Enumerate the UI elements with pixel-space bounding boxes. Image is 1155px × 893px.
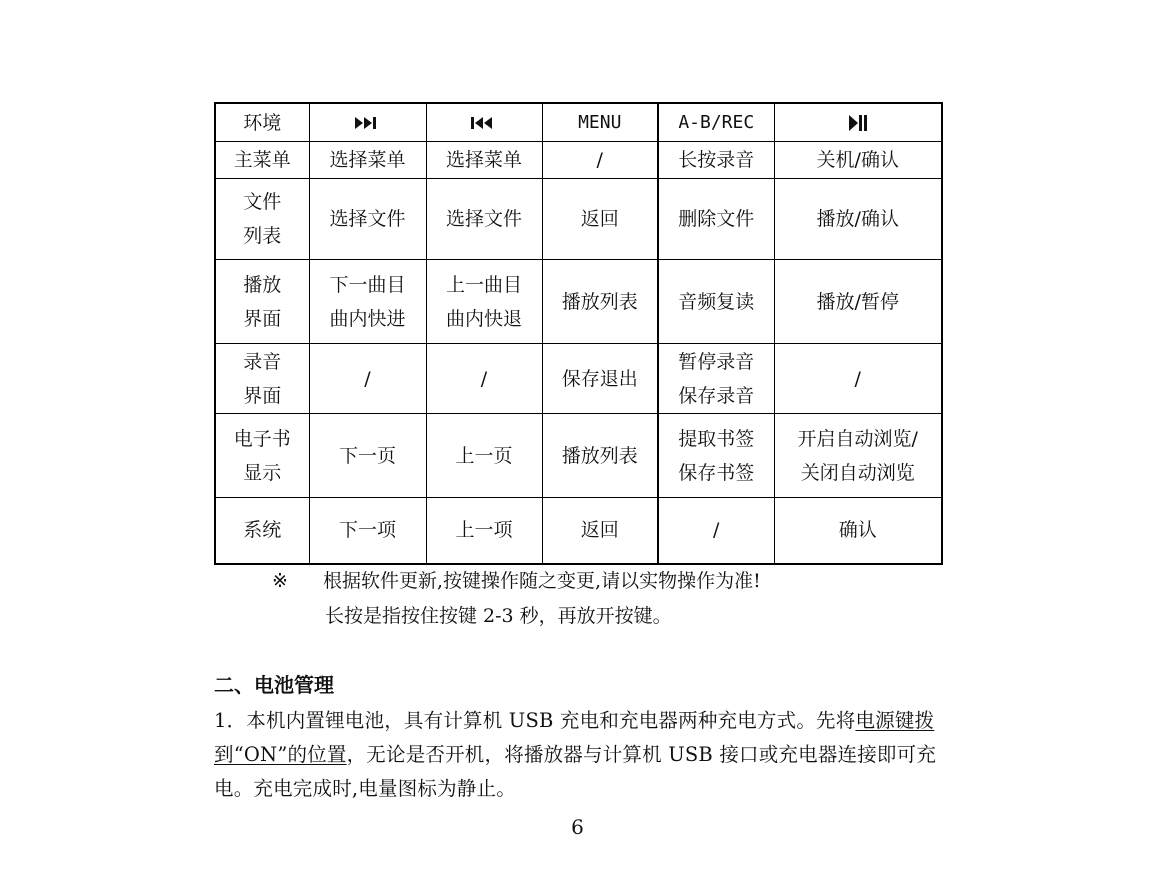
cell-line: 播放 xyxy=(243,273,282,296)
table-row xyxy=(215,414,942,498)
cell-prev xyxy=(426,344,542,414)
header-next-key xyxy=(309,103,426,142)
cell-line: 提取书签 xyxy=(678,427,755,450)
cell-play xyxy=(774,498,942,564)
cell-line: 显示 xyxy=(243,461,282,484)
paragraph-underlined-text: 电源键拨到“ON”的位置 xyxy=(214,709,935,766)
cell-line: 界面 xyxy=(243,384,282,407)
paragraph-text-2: ，无论是否开机，将播放器与计算机 USB 接口或充电器连接即可充电。充电完成时,电量图标为静止。 xyxy=(214,743,937,800)
cell-line: 录音 xyxy=(243,350,282,373)
cell-line: 系统 xyxy=(243,519,282,542)
cell-line: 下一页 xyxy=(338,444,396,467)
cell-env xyxy=(215,344,309,414)
cell-line: 开启自动浏览/ xyxy=(797,427,918,450)
header-menu-key: MENU xyxy=(542,103,658,142)
cell-line: 选择菜单 xyxy=(329,149,406,171)
cell-play xyxy=(774,179,942,260)
table-body xyxy=(215,142,942,564)
cell-play xyxy=(774,142,942,179)
cell-prev xyxy=(426,498,542,564)
next-track-icon xyxy=(353,116,383,130)
header-environment: 环境 xyxy=(215,103,309,142)
cell-line: 返回 xyxy=(580,208,619,230)
cell-line: / xyxy=(364,367,371,390)
cell-line: 下一曲目 xyxy=(329,273,406,296)
table-row xyxy=(215,344,942,414)
table-row xyxy=(215,260,942,344)
cell-line: / xyxy=(480,367,488,390)
cell-line: 上一项 xyxy=(455,519,513,542)
cell-line: 关闭自动浏览 xyxy=(800,461,915,484)
note-line-1: 根据软件更新,按键操作随之变更,请以实物操作为准! xyxy=(323,570,761,592)
section-title: 二、电池管理 xyxy=(214,673,334,697)
cell-menu xyxy=(542,179,658,260)
cell-next xyxy=(309,260,426,344)
header-play-key xyxy=(774,103,942,142)
cell-ab xyxy=(658,179,774,260)
cell-menu xyxy=(542,344,658,414)
cell-line: 下一项 xyxy=(338,519,396,542)
cell-ab xyxy=(658,414,774,498)
cell-line: 确认 xyxy=(838,519,877,542)
note-marker: ※ xyxy=(272,570,288,592)
cell-play xyxy=(774,260,942,344)
cell-line: 音频复读 xyxy=(678,290,755,313)
cell-prev xyxy=(426,260,542,344)
cell-ab xyxy=(658,142,774,179)
cell-line: 上一页 xyxy=(455,444,513,467)
cell-line: 文件 xyxy=(243,191,282,213)
key-function-table xyxy=(214,102,943,565)
cell-line: / xyxy=(854,367,861,390)
cell-env xyxy=(215,142,309,179)
battery-paragraph xyxy=(214,704,942,806)
cell-line: 播放列表 xyxy=(561,444,638,467)
cell-ab xyxy=(658,344,774,414)
table-row xyxy=(215,142,942,179)
cell-line: 关机/确认 xyxy=(816,149,899,171)
previous-track-icon xyxy=(469,116,499,130)
cell-next xyxy=(309,142,426,179)
table-row xyxy=(215,498,942,564)
cell-env xyxy=(215,414,309,498)
cell-env xyxy=(215,179,309,260)
cell-next xyxy=(309,344,426,414)
cell-line: 曲内快退 xyxy=(445,307,522,330)
cell-line: 删除文件 xyxy=(678,208,755,230)
cell-line: 返回 xyxy=(580,519,619,542)
cell-menu xyxy=(542,414,658,498)
cell-line: 曲内快进 xyxy=(329,307,406,330)
cell-line: / xyxy=(596,149,603,171)
cell-line: 电子书 xyxy=(233,427,291,450)
cell-play xyxy=(774,344,942,414)
table-header-row xyxy=(215,103,942,142)
cell-line: 暂停录音 xyxy=(678,350,755,373)
cell-env xyxy=(215,260,309,344)
cell-line: 保存退出 xyxy=(561,367,638,390)
cell-next xyxy=(309,498,426,564)
cell-next xyxy=(309,179,426,260)
cell-prev xyxy=(426,179,542,260)
cell-menu xyxy=(542,498,658,564)
header-ab-rec-key: A-B/REC xyxy=(658,103,774,142)
cell-env xyxy=(215,498,309,564)
cell-line: 选择文件 xyxy=(445,208,522,230)
paragraph-text-1: 1．本机内置锂电池，具有计算机 USB 充电和充电器两种充电方式。先将 xyxy=(214,709,856,732)
cell-line: 播放/暂停 xyxy=(816,290,899,313)
cell-line: 播放列表 xyxy=(561,290,638,313)
cell-line: 列表 xyxy=(243,225,282,247)
cell-line: 长按录音 xyxy=(678,149,755,171)
cell-prev xyxy=(426,142,542,179)
table-row xyxy=(215,179,942,260)
header-prev-key xyxy=(426,103,542,142)
cell-play xyxy=(774,414,942,498)
cell-line: 主菜单 xyxy=(233,149,291,171)
cell-ab xyxy=(658,260,774,344)
cell-menu xyxy=(542,142,658,179)
cell-line: 保存书签 xyxy=(678,461,755,484)
cell-line: 播放/确认 xyxy=(816,208,899,230)
cell-line: 上一曲目 xyxy=(445,273,522,296)
cell-ab xyxy=(658,498,774,564)
note-line-2: 长按是指按住按键 2-3 秒，再放开按键。 xyxy=(325,605,672,627)
cell-line: 保存录音 xyxy=(678,384,755,407)
cell-prev xyxy=(426,414,542,498)
cell-line: / xyxy=(713,519,720,542)
cell-next xyxy=(309,414,426,498)
play-pause-icon xyxy=(847,114,869,132)
page-number: 6 xyxy=(571,815,584,839)
cell-line: 选择菜单 xyxy=(445,149,522,171)
cell-menu xyxy=(542,260,658,344)
cell-line: 界面 xyxy=(243,307,282,330)
cell-line: 选择文件 xyxy=(329,208,406,230)
